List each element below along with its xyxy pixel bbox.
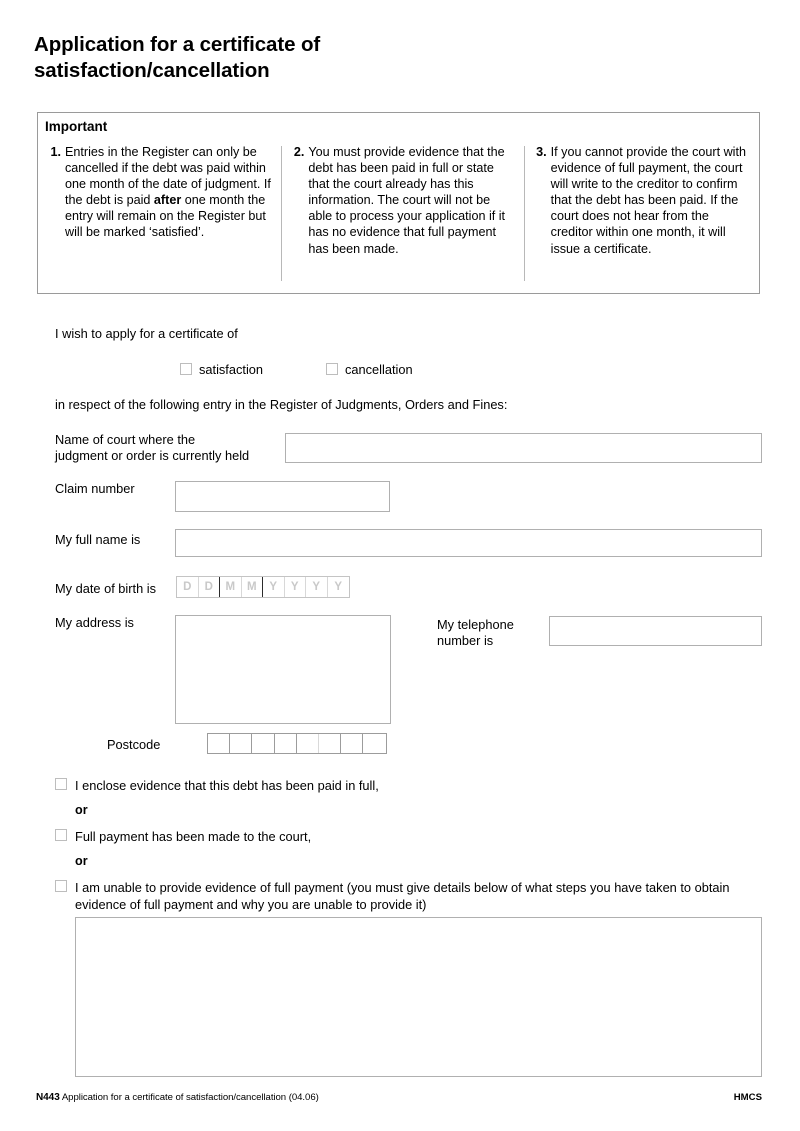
important-heading: Important xyxy=(45,119,108,134)
checkbox-unable-to-provide-evidence[interactable] xyxy=(55,880,67,892)
court-name-label xyxy=(55,432,295,463)
important-item-1-text-before: Entries in the Register can only be cancelled if the debt was paid within one month of the date of judgment. If the debt is paid xyxy=(65,145,271,208)
checkbox-evidence-enclosed[interactable] xyxy=(55,778,67,790)
checkbox-full-payment-made[interactable] xyxy=(55,829,67,841)
claim-number-label: Claim number xyxy=(55,481,135,496)
postcode-cell-2[interactable] xyxy=(230,734,252,753)
dob-cell-year-3[interactable]: Y xyxy=(306,577,328,597)
postcode-cell-4[interactable] xyxy=(275,734,297,753)
important-item-2 xyxy=(281,144,523,257)
column-divider-1 xyxy=(281,146,282,281)
important-item-1-emphasis: after xyxy=(153,193,182,208)
apply-intro-text: I wish to apply for a certificate of xyxy=(55,326,238,341)
postcode-cell-5[interactable] xyxy=(297,734,319,753)
checkbox-satisfaction-label[interactable]: satisfaction xyxy=(199,362,264,377)
date-of-birth-label: My date of birth is xyxy=(55,581,156,596)
footer-form-code: N443 xyxy=(36,1092,60,1103)
checkbox-unable-to-provide-evidence-label[interactable]: I am unable to provide evidence of full payment (you must give details below of what steps you have taken to obtain evidence of full payment and why you are unable to provide it) xyxy=(75,880,730,912)
checkbox-satisfaction[interactable] xyxy=(180,363,192,375)
dob-cell-month-2[interactable]: M xyxy=(242,577,264,597)
or-separator-1: or xyxy=(75,803,88,817)
dob-cell-year-2[interactable]: Y xyxy=(285,577,307,597)
claim-number-input[interactable] xyxy=(175,481,390,512)
dob-cell-month-1[interactable]: M xyxy=(220,577,242,597)
dob-cell-day-1[interactable]: D xyxy=(177,577,199,597)
important-item-1 xyxy=(38,144,281,257)
telephone-label-line-2: number is xyxy=(437,632,494,648)
respect-of-line: in respect of the following entry in the Register of Judgments, Orders and Fines: xyxy=(55,397,508,412)
important-item-2-text: You must provide evidence that the debt has been paid in full or state that the court already has this information. The court will not be able to process your application if it has no evidence that full payment has been made. xyxy=(308,145,506,256)
telephone-label-line-1: My telephone xyxy=(437,617,514,632)
court-name-label-line-2: judgment or order is currently held xyxy=(55,447,250,463)
important-item-3 xyxy=(524,144,759,257)
important-columns xyxy=(38,144,759,257)
column-divider-2 xyxy=(524,146,525,281)
postcode-label: Postcode xyxy=(107,737,161,752)
dob-cell-day-2[interactable]: D xyxy=(199,577,221,597)
address-label: My address is xyxy=(55,615,134,630)
checkbox-full-payment-made-label[interactable]: Full payment has been made to the court, xyxy=(75,829,312,844)
postcode-cell-8[interactable] xyxy=(363,734,385,753)
or-separator-2: or xyxy=(75,854,88,868)
court-name-input[interactable] xyxy=(285,433,762,463)
postcode-cell-7[interactable] xyxy=(341,734,363,753)
details-textarea[interactable] xyxy=(75,917,762,1077)
full-name-input[interactable] xyxy=(175,529,762,557)
postcode-cell-6[interactable] xyxy=(319,734,341,753)
page-title-line-2: satisfaction/cancellation xyxy=(34,59,270,82)
footer-form-description: Application for a certificate of satisfaction/cancellation (04.06) xyxy=(61,1092,319,1103)
address-input[interactable] xyxy=(175,615,391,724)
footer-agency: HMCS xyxy=(733,1092,762,1103)
date-of-birth-input[interactable] xyxy=(176,576,350,598)
full-name-label: My full name is xyxy=(55,532,141,547)
important-item-3-number: 3. xyxy=(536,145,547,159)
checkbox-cancellation-label[interactable]: cancellation xyxy=(345,362,413,377)
postcode-cell-3[interactable] xyxy=(252,734,274,753)
important-item-1-text-after: one month the entry will remain on the Register but will be marked ‘satisfied’. xyxy=(65,193,266,240)
checkbox-cancellation[interactable] xyxy=(326,363,338,375)
court-name-label-line-1: Name of court where the xyxy=(55,432,196,447)
telephone-label xyxy=(437,617,557,648)
page-title-line-1: Application for a certificate of xyxy=(34,33,321,56)
page-title xyxy=(34,32,554,84)
postcode-input[interactable] xyxy=(207,733,387,754)
postcode-cell-1[interactable] xyxy=(208,734,230,753)
important-item-2-number: 2. xyxy=(293,145,305,159)
important-item-1-text xyxy=(65,144,271,241)
important-notice-box xyxy=(37,112,760,294)
important-item-1-number: 1. xyxy=(50,145,61,159)
dob-cell-year-1[interactable]: Y xyxy=(263,577,285,597)
checkbox-evidence-enclosed-label[interactable]: I enclose evidence that this debt has been paid in full, xyxy=(75,778,379,793)
telephone-input[interactable] xyxy=(549,616,762,646)
dob-cell-year-4[interactable]: Y xyxy=(334,581,343,593)
footer-form-reference xyxy=(36,1092,319,1103)
important-item-3-text: If you cannot provide the court with evidence of full payment, the court will write to the creditor to confirm that the debt has been paid. If the court does not hear from the creditor within one month, it will issue a certificate. xyxy=(550,145,746,256)
